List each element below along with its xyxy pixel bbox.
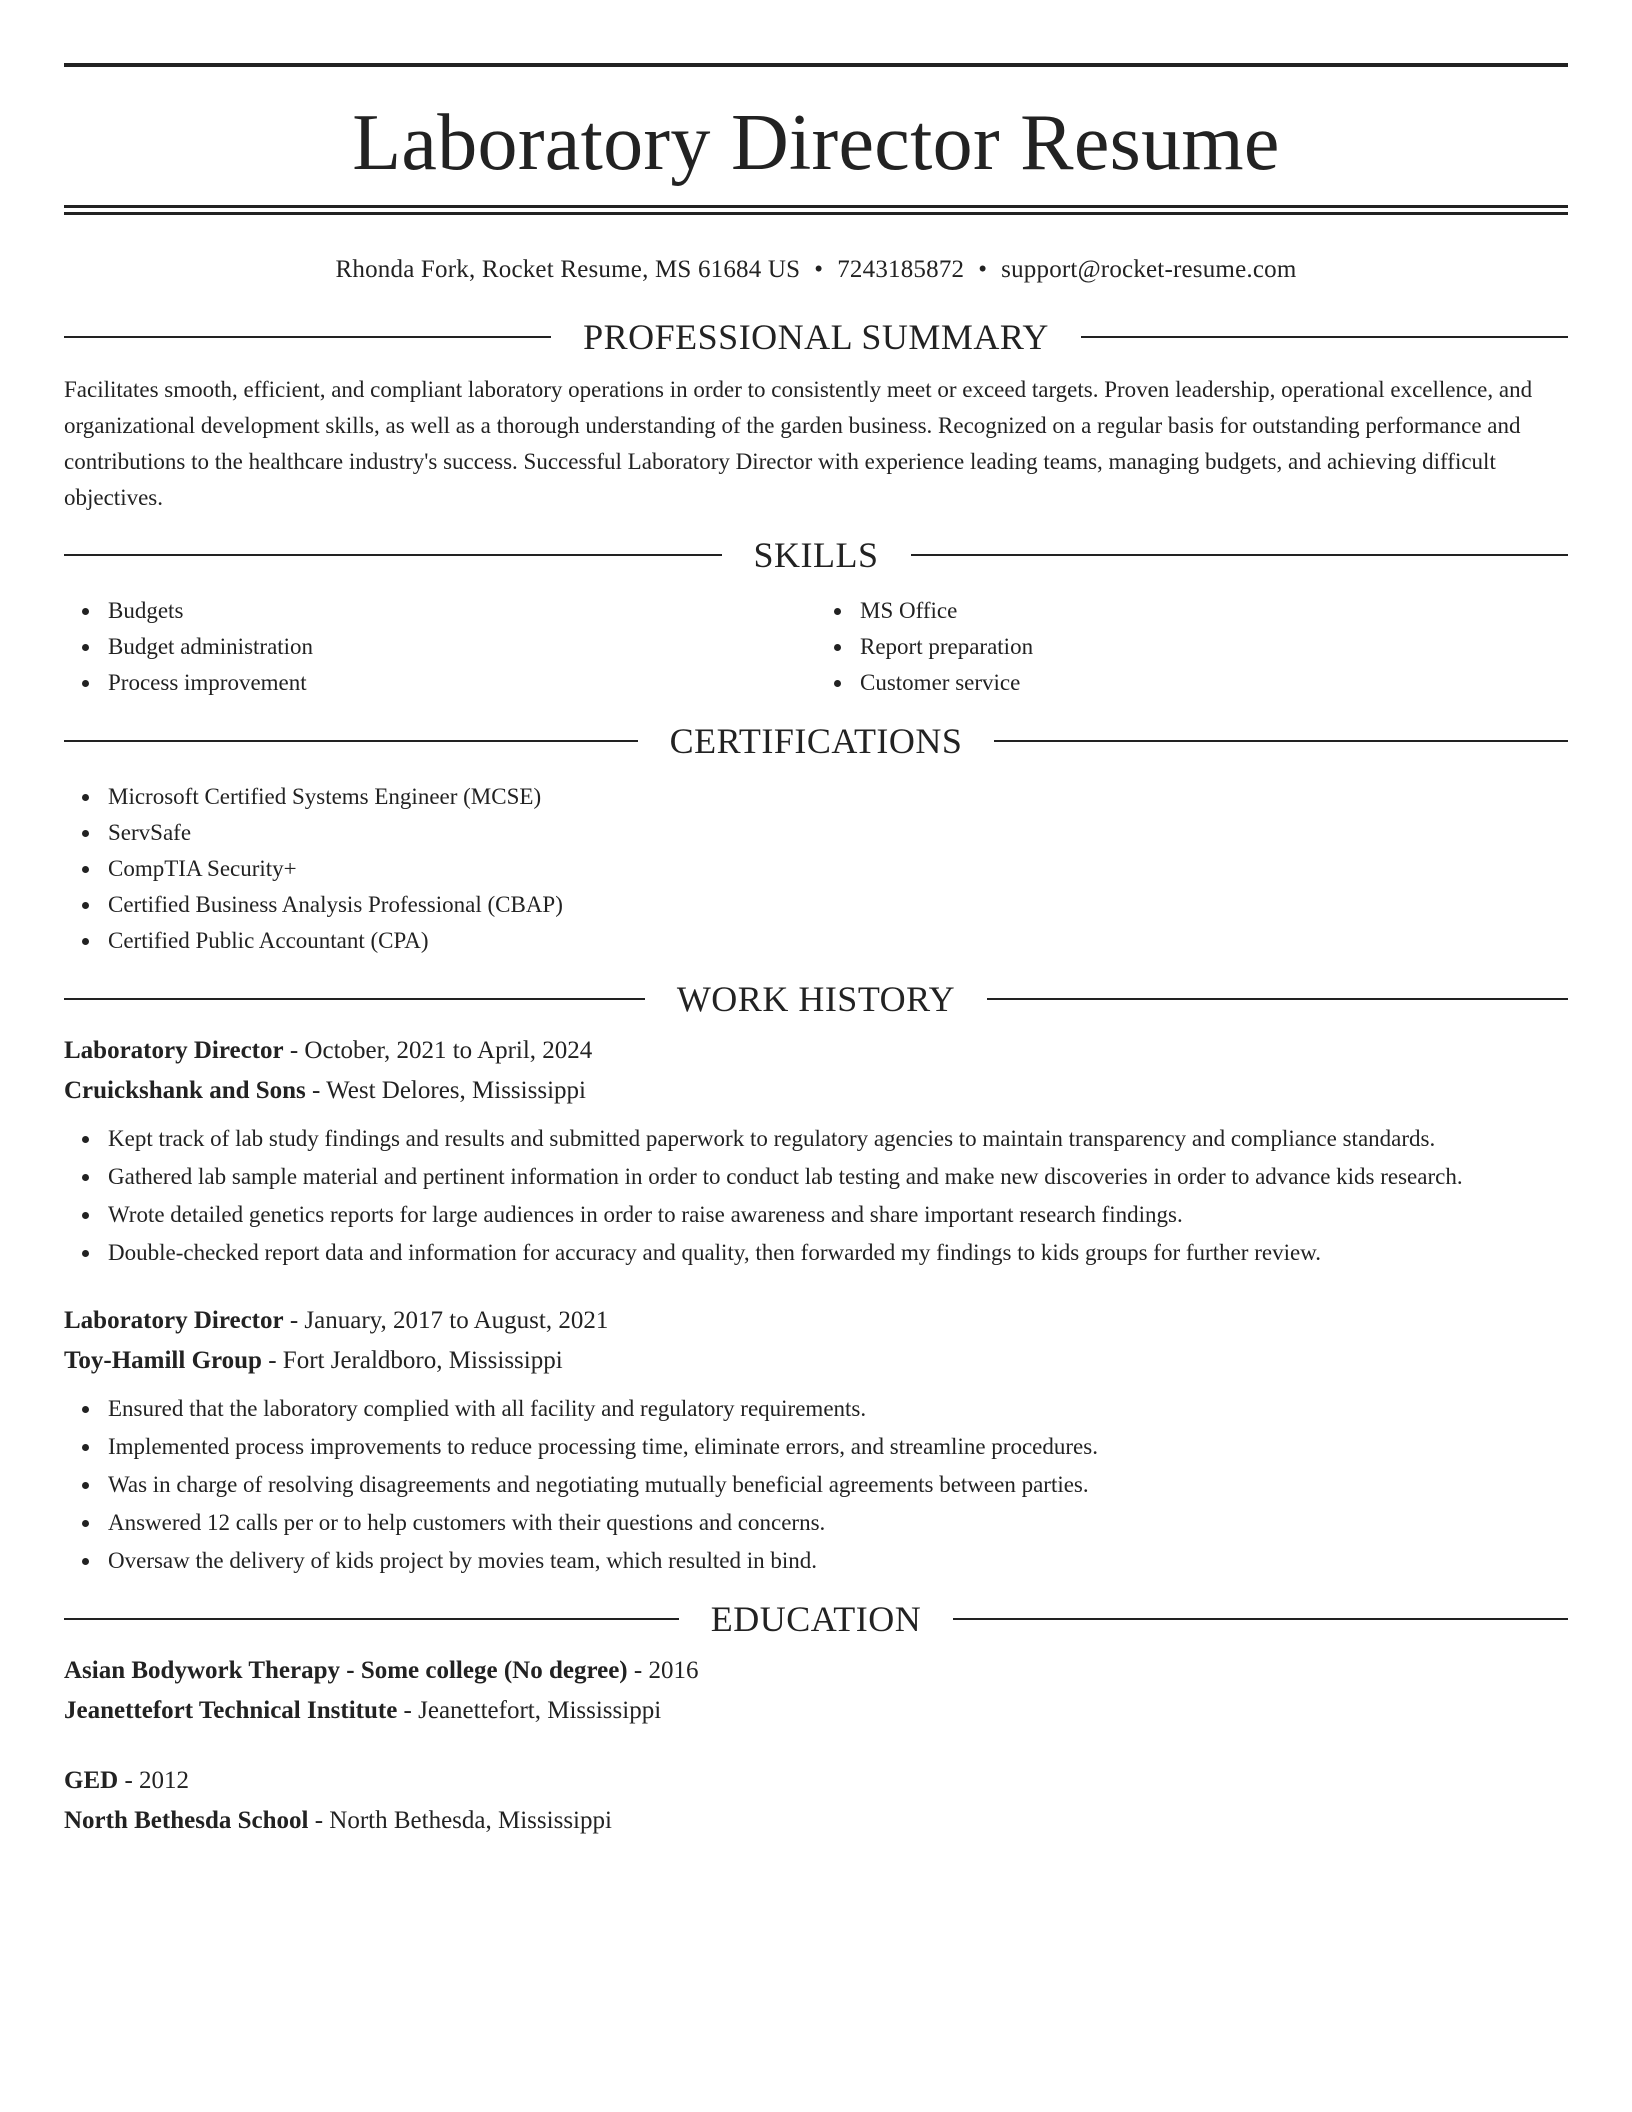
certification-item: Certified Public Accountant (CPA) <box>108 923 1568 959</box>
education-year: - 2012 <box>118 1767 190 1794</box>
contact-address: Rhonda Fork, Rocket Resume, MS 61684 US <box>335 256 801 283</box>
job-location: - West Delores, Mississippi <box>305 1077 586 1104</box>
certification-item: Certified Business Analysis Professional (CBAP) <box>108 887 1568 923</box>
contact-separator: • <box>814 256 824 283</box>
divider-line <box>64 1618 679 1620</box>
section-header-skills <box>64 537 1568 573</box>
job-title-line <box>64 1031 1568 1071</box>
divider-line <box>994 740 1568 742</box>
job-company: Cruickshank and Sons <box>64 1077 306 1104</box>
divider-line <box>987 998 1568 1000</box>
skill-item: Budget administration <box>108 629 816 665</box>
section-title-education: EDUCATION <box>710 1599 922 1639</box>
education-degree-line <box>64 1651 1568 1691</box>
summary-text: Facilitates smooth, efficient, and compliant laboratory operations in order to consistently meet or exceed targets. Proven leadership, operational excellence, and organizational development skills, as well as a thorough understanding of the garden business. Recognized on a regular basis for outstanding performance and contributions to the healthcare industry's success. Successful Laboratory Director with experience leading teams, managing budgets, and achieving difficult objectives. <box>64 377 1533 510</box>
education-location: - Jeanettefort, Mississippi <box>397 1697 662 1724</box>
job-bullet: Double-checked report data and information for accuracy and quality, then forwarded my findings to kids groups for further review. <box>108 1235 1568 1271</box>
job-dates: - October, 2021 to April, 2024 <box>283 1037 593 1064</box>
job-bullet: Was in charge of resolving disagreements and negotiating mutually beneficial agreements between parties. <box>108 1467 1568 1503</box>
certification-item: Microsoft Certified Systems Engineer (MCSE) <box>108 779 1568 815</box>
job-location: - Fort Jeraldboro, Mississippi <box>261 1347 563 1374</box>
education-school-line <box>64 1691 1568 1731</box>
skills-list <box>64 593 1568 701</box>
certification-item: CompTIA Security+ <box>108 851 1568 887</box>
skill-item: MS Office <box>860 593 1568 629</box>
skill-item: Report preparation <box>860 629 1568 665</box>
skill-item: Budgets <box>108 593 816 629</box>
title-double-rule <box>64 205 1568 215</box>
section-title-skills: SKILLS <box>753 535 879 575</box>
job-bullet: Gathered lab sample material and pertinent information in order to conduct lab testing and make new discoveries in order to advance kids research. <box>108 1159 1568 1195</box>
section-header-summary <box>64 319 1568 355</box>
divider-line <box>1081 336 1568 338</box>
contact-email: support@rocket-resume.com <box>1001 256 1297 283</box>
job-bullet: Ensured that the laboratory complied with all facility and regulatory requirements. <box>108 1391 1568 1427</box>
skills-column-left <box>64 593 816 701</box>
education-entry <box>64 1651 1568 1731</box>
section-title-summary: PROFESSIONAL SUMMARY <box>583 317 1049 357</box>
resume-title: Laboratory Director Resume <box>352 99 1280 187</box>
job-company-line <box>64 1341 1568 1381</box>
education-school-line <box>64 1801 1568 1841</box>
education-location: - North Bethesda, Mississippi <box>308 1807 612 1834</box>
divider-line <box>911 554 1569 556</box>
divider-line <box>64 554 722 556</box>
job-bullet: Kept track of lab study findings and results and submitted paperwork to regulatory agencies to maintain transparency and compliance standards. <box>108 1121 1568 1157</box>
divider-line <box>64 998 645 1000</box>
contact-line <box>64 255 1568 285</box>
job-company: Toy-Hamill Group <box>64 1347 262 1374</box>
divider-line <box>64 740 638 742</box>
job-bullet: Implemented process improvements to reduce processing time, eliminate errors, and streamline procedures. <box>108 1429 1568 1465</box>
section-header-work <box>64 981 1568 1017</box>
job-bullets <box>64 1391 1568 1579</box>
job-company-line <box>64 1071 1568 1111</box>
section-header-certifications <box>64 723 1568 759</box>
contact-separator: • <box>978 256 988 283</box>
certifications-list <box>64 779 1568 959</box>
top-rule <box>64 63 1568 67</box>
section-header-education <box>64 1601 1568 1637</box>
skills-column-right <box>816 593 1568 701</box>
education-degree: Asian Bodywork Therapy - Some college (No degree) <box>64 1657 628 1684</box>
education-year: - 2016 <box>627 1657 699 1684</box>
education-degree-line <box>64 1761 1568 1801</box>
job-bullets <box>64 1121 1568 1271</box>
job-entry <box>64 1301 1568 1579</box>
job-bullet: Oversaw the delivery of kids project by movies team, which resulted in bind. <box>108 1543 1568 1579</box>
certification-item: ServSafe <box>108 815 1568 851</box>
job-entry <box>64 1031 1568 1271</box>
divider-line <box>64 336 551 338</box>
skill-item: Process improvement <box>108 665 816 701</box>
job-title-line <box>64 1301 1568 1341</box>
contact-phone: 7243185872 <box>837 256 965 283</box>
education-degree: GED <box>64 1767 119 1794</box>
divider-line <box>953 1618 1568 1620</box>
skill-item: Customer service <box>860 665 1568 701</box>
education-school: North Bethesda School <box>64 1807 309 1834</box>
job-title: Laboratory Director <box>64 1037 284 1064</box>
education-school: Jeanettefort Technical Institute <box>64 1697 398 1724</box>
job-bullet: Wrote detailed genetics reports for large audiences in order to raise awareness and share important research findings. <box>108 1197 1568 1233</box>
section-title-certifications: CERTIFICATIONS <box>669 721 963 761</box>
section-title-work: WORK HISTORY <box>676 979 956 1019</box>
job-dates: - January, 2017 to August, 2021 <box>283 1307 609 1334</box>
job-title: Laboratory Director <box>64 1307 284 1334</box>
education-entry <box>64 1761 1568 1841</box>
job-bullet: Answered 12 calls per or to help customers with their questions and concerns. <box>108 1505 1568 1541</box>
